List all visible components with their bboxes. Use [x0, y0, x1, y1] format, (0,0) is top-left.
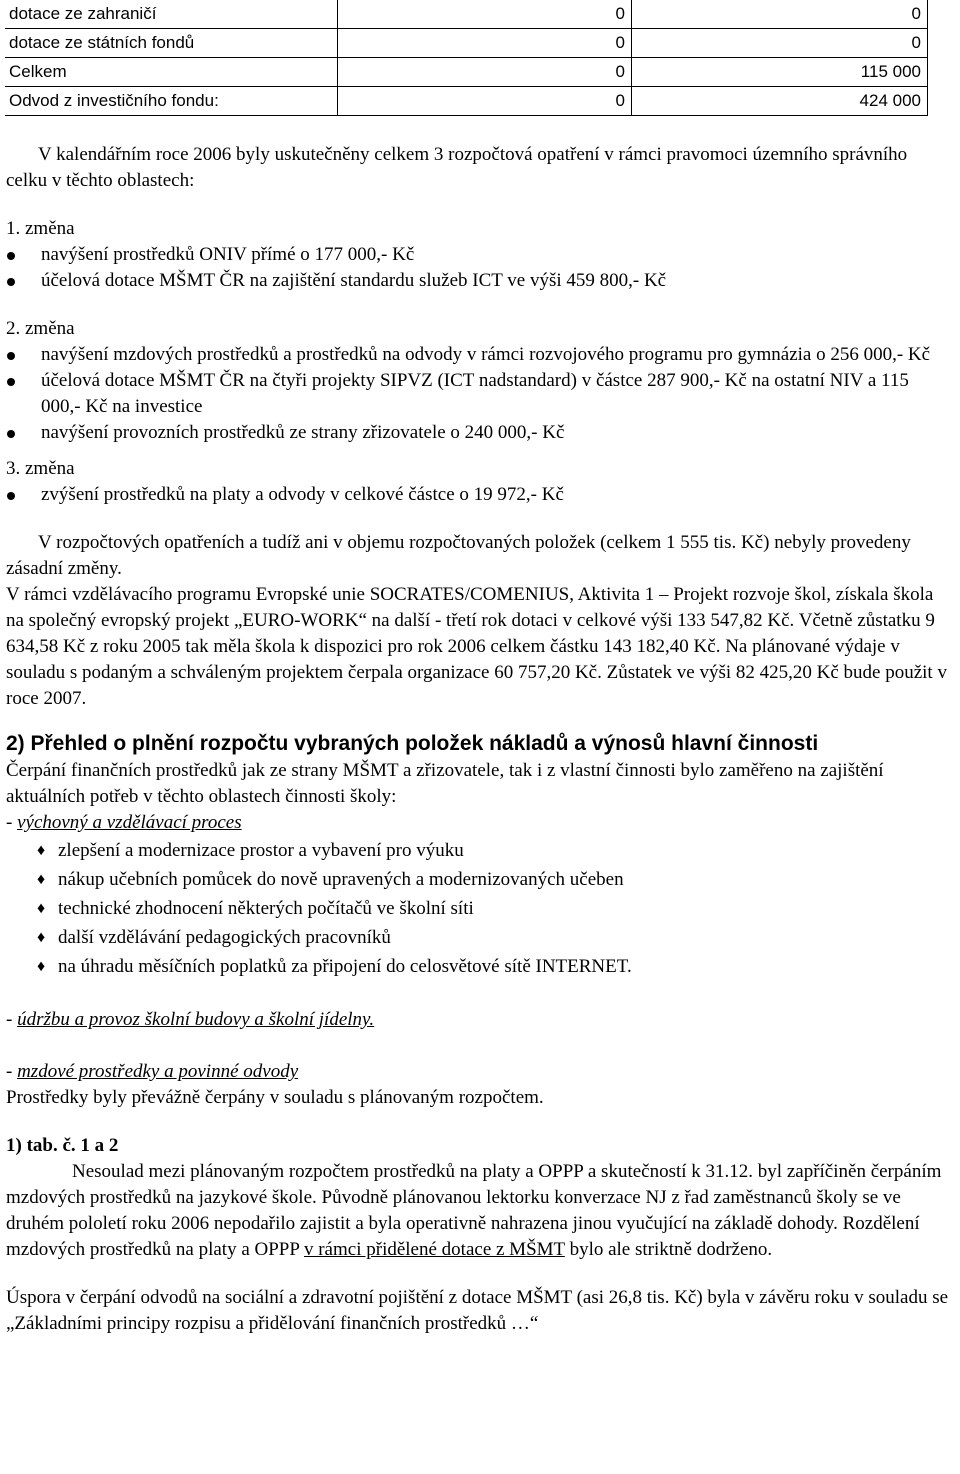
list-item: [36, 894, 952, 923]
bullet-dot-icon: [7, 430, 15, 438]
list-item-text: technické zhodnocení některých počítačů ve školní síti: [58, 898, 474, 919]
list-item-text: navýšení mzdových prostředků a prostředků na odvody v rámci rozvojového programu pro gymnázia o 256 000,- Kč: [41, 344, 931, 365]
table-paragraph-text: Nesoulad mezi plánovaným rozpočtem prostředků na platy a OPPP a skutečností k 31.12. byl zapříčiněn čerpáním mzdových prostředků na jazykové škole. Původně plánovanou lektorku konverzace NJ z řad zaměstnanců školy se ve druhém pololetí roku 2006 nepodařilo zajistit a byla operativně nahrazena jinou vyučující na základě dohody. Rozdělení mzdových prostředků na platy a OPPP: [6, 1161, 942, 1260]
bullet-dot-icon: [7, 492, 15, 500]
bullet-dot-icon: [7, 378, 15, 386]
table-row: [5, 0, 928, 29]
area-prefix: -: [6, 1061, 18, 1082]
table-cell-label: Celkem: [5, 58, 338, 87]
list-item-text: zlepšení a modernizace prostor a vybavení pro výuku: [58, 840, 464, 861]
change-title: 1. změna: [6, 218, 75, 239]
list-item: [36, 865, 952, 894]
list-item-text: nákup učebních pomůcek do nově upravených a modernizovaných učeben: [58, 869, 624, 890]
table-paragraph: [6, 1159, 952, 1263]
list-item-text: účelová dotace MŠMT ČR na zajištění standardu služeb ICT ve výši 459 800,- Kč: [41, 270, 667, 291]
bullet-dot-icon: [7, 278, 15, 286]
area-title-education: výchovný a vzdělávací proces: [17, 812, 242, 833]
section-heading: 2) Přehled o plnění rozpočtu vybraných položek nákladů a výnosů hlavní činnosti: [6, 732, 819, 755]
area-title-wages: mzdové prostředky a povinné odvody: [17, 1061, 299, 1082]
table-cell-value: 0: [338, 87, 632, 116]
area-text: Prostředky byly převážně čerpány v souladu s plánovaným rozpočtem.: [6, 1087, 544, 1108]
savings-paragraph: Úspora v čerpání odvodů na sociální a zdravotní pojištění z dotace MŠMT (asi 26,8 tis. Kč) byla v závěru roku v souladu se „Základními principy rozpisu a přidělování finančních prostředků …“: [6, 1287, 949, 1334]
table-cell-value: 0: [632, 0, 928, 29]
diamond-bullet-icon: ♦: [37, 958, 46, 975]
section-intro: Čerpání finančních prostředků jak ze strany MŠMT a zřizovatele, tak i z vlastní činnosti bylo zaměřeno na zajištění aktuálních potřeb v těchto oblastech činnosti školy:: [6, 760, 884, 807]
table-paragraph-text-end: bylo ale striktně dodrženo.: [564, 1239, 773, 1260]
table-cell-value: 0: [338, 29, 632, 58]
diamond-bullet-icon: ♦: [37, 900, 46, 917]
change-title: 3. změna: [6, 458, 75, 479]
list-item: [6, 242, 952, 268]
list-item: [6, 268, 952, 294]
diamond-bullet-icon: ♦: [37, 871, 46, 888]
table-paragraph-underlined: v rámci přidělené dotace z MŠMT: [303, 1239, 565, 1260]
table-cell-value: 0: [632, 29, 928, 58]
diamond-bullet-icon: ♦: [37, 929, 46, 946]
table-cell-value: 0: [338, 58, 632, 87]
table-row: [5, 58, 928, 87]
list-item: [6, 482, 952, 508]
budget-paragraph: V rozpočtových opatřeních a tudíž ani v objemu rozpočtovaných položek (celkem 1 555 tis. Kč) nebyly provedeny zásadní změny.: [6, 532, 911, 579]
bullet-dot-icon: [7, 352, 15, 360]
list-item-text: na úhradu měsíčních poplatků za připojení do celosvětové sítě INTERNET.: [58, 956, 632, 977]
list-item: [36, 952, 952, 981]
list-item-text: navýšení provozních prostředků ze strany zřizovatele o 240 000,- Kč: [41, 422, 565, 443]
list-item: [6, 420, 952, 446]
table-cell-label: Odvod z investičního fondu:: [5, 87, 338, 116]
area-heading: [6, 810, 952, 836]
change-list: [6, 482, 952, 508]
list-item-text: zvýšení prostředků na platy a odvody v celkové částce o 19 972,- Kč: [41, 484, 564, 505]
finance-table: [5, 0, 928, 116]
list-item: [36, 836, 952, 865]
table-cell-label: dotace ze státních fondů: [5, 29, 338, 58]
socrates-paragraph: V rámci vzdělávacího programu Evropské unie SOCRATES/COMENIUS, Aktivita 1 – Projekt rozvoje škol, získala škola na společný evropský projekt „EURO-WORK“ na další - třetí rok dotaci v celkové výši 133 547,82 Kč. Včetně zůstatku 9 634,58 Kč z roku 2005 tak měla škola k dispozici pro rok 2006 celkem částku 143 182,40 Kč. Na plánované výdaje v souladu s podaným a schváleným projektem čerpala organizace 60 757,20 Kč. Zůstatek ve výši 82 425,20 Kč bude použit v roce 2007.: [6, 584, 947, 709]
list-item: [36, 923, 952, 952]
table-row: [5, 29, 928, 58]
document-page: [6, 0, 952, 1337]
area-heading: [6, 1059, 952, 1085]
table-row: [5, 87, 928, 116]
table-cell-value: 0: [338, 0, 632, 29]
list-item: [6, 342, 952, 368]
bullet-dot-icon: [7, 252, 15, 260]
table-cell-value: 424 000: [632, 87, 928, 116]
change-list: [6, 342, 952, 446]
area-list: [6, 836, 952, 981]
change-list: [6, 242, 952, 294]
area-prefix: -: [6, 812, 18, 833]
list-item-text: navýšení prostředků ONIV přímé o 177 000,- Kč: [41, 244, 415, 265]
area-heading: [6, 1007, 952, 1033]
intro-paragraph: V kalendářním roce 2006 byly uskutečněny celkem 3 rozpočtová opatření v rámci pravomoci územního správního celku v těchto oblastech:: [6, 144, 908, 191]
list-item-text: účelová dotace MŠMT ČR na čtyři projekty SIPVZ (ICT nadstandard) v částce 287 900,- Kč na ostatní NIV a 115 000,- Kč na investice: [41, 370, 909, 417]
list-item-text: další vzdělávání pedagogických pracovníků: [58, 927, 391, 948]
area-prefix: -: [6, 1009, 18, 1030]
list-item: [6, 368, 952, 420]
area-title-maintenance: údržbu a provoz školní budovy a školní jídelny.: [17, 1009, 375, 1030]
diamond-bullet-icon: ♦: [37, 842, 46, 859]
table-cell-value: 115 000: [632, 58, 928, 87]
table-reference: 1) tab. č. 1 a 2: [6, 1135, 119, 1156]
table-cell-label: dotace ze zahraničí: [5, 0, 338, 29]
change-title: 2. změna: [6, 318, 75, 339]
